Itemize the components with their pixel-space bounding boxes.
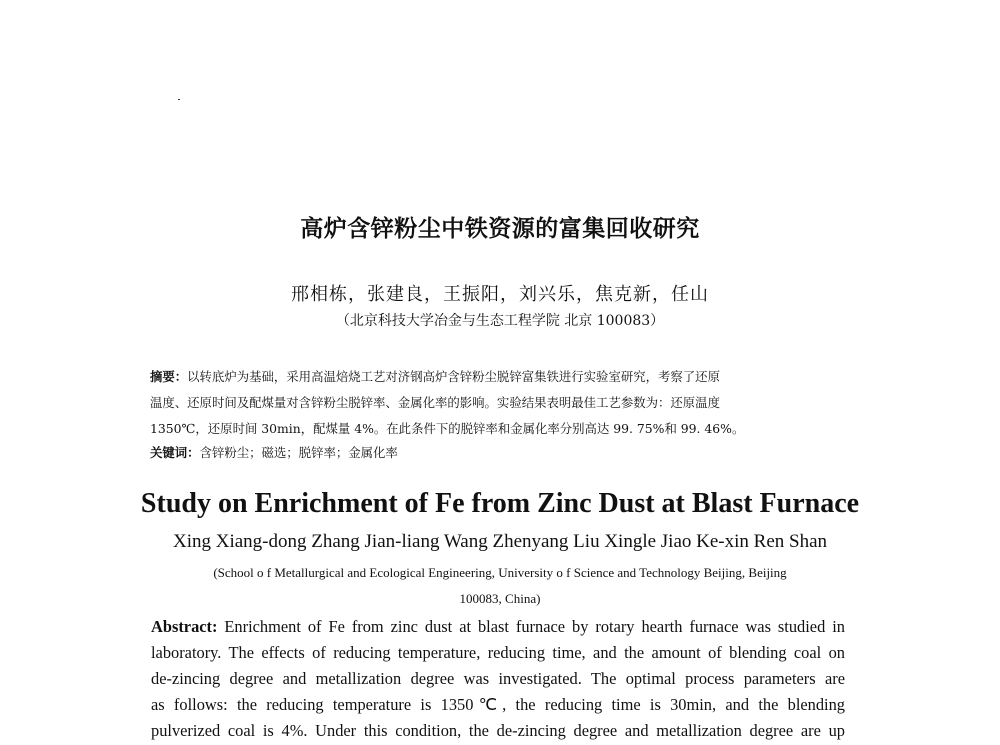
chinese-abstract-line xyxy=(150,364,850,390)
english-abstract-line xyxy=(151,614,845,640)
chinese-keywords-label: 关键词： xyxy=(150,445,200,460)
english-authors: Xing Xiang-dong Zhang Jian-liang Wang Zhenyang Liu Xingle Jiao Ke-xin Ren Shan xyxy=(172,531,827,552)
english-affiliation-line: (School o f Metallurgical and Ecological Engineering, University o f Science and Technology Beijing, Beijing xyxy=(213,565,787,580)
scan-speck xyxy=(178,99,180,100)
english-abstract-line: pulverized coal is 4%. Under this condition, the de-zincing degree and metallization degree are up xyxy=(151,721,845,740)
english-abstract-label: Abstract: xyxy=(151,617,218,636)
english-abstract xyxy=(151,614,845,744)
chinese-keywords-text: 含锌粉尘；磁选；脱锌率；金属化率 xyxy=(199,445,398,460)
english-affiliation xyxy=(150,560,850,612)
english-abstract-text: Enrichment of Fe from zinc dust at blast furnace by rotary hearth furnace was studied in xyxy=(224,617,845,636)
english-abstract-line: laboratory. The effects of reducing temperature, reducing time, and the amount of blending coal on xyxy=(151,643,845,662)
chinese-abstract-line: 1350℃，还原时间 30min，配煤量 4%。在此条件下的脱锌率和金属化率分别高达 99. 75%和 99. 46%。 xyxy=(150,421,745,436)
chinese-abstract-label: 摘要： xyxy=(150,369,188,384)
english-title: Study on Enrichment of Fe from Zinc Dust at Blast Furnace xyxy=(140,488,860,519)
chinese-keywords xyxy=(150,443,850,461)
chinese-abstract-line: 温度、还原时间及配煤量对含锌粉尘脱锌率、金属化率的影响。实验结果表明最佳工艺参数为：还原温度 xyxy=(150,395,720,410)
english-abstract-line: as follows: the reducing temperature is 1350℃, the reducing time is 30min, and the blending xyxy=(151,695,845,714)
chinese-title: 高炉含锌粉尘中铁资源的富集回收研究 xyxy=(300,216,700,242)
english-affiliation-line: 100083, China) xyxy=(459,591,541,606)
chinese-authors: 邢相栋，张建良，王振阳，刘兴乐，焦克新，任山 xyxy=(291,284,709,305)
chinese-abstract-text: 以转底炉为基础，采用高温焙烧工艺对济钢高炉含锌粉尘脱锌富集铁进行实验室研究，考察了还原 xyxy=(187,369,720,384)
chinese-affiliation: （北京科技大学冶金与生态工程学院 北京 100083） xyxy=(335,313,665,329)
chinese-abstract xyxy=(150,364,850,442)
english-abstract-line: de-zincing degree and metallization degree was investigated. The optimal process parameters are xyxy=(151,669,845,688)
